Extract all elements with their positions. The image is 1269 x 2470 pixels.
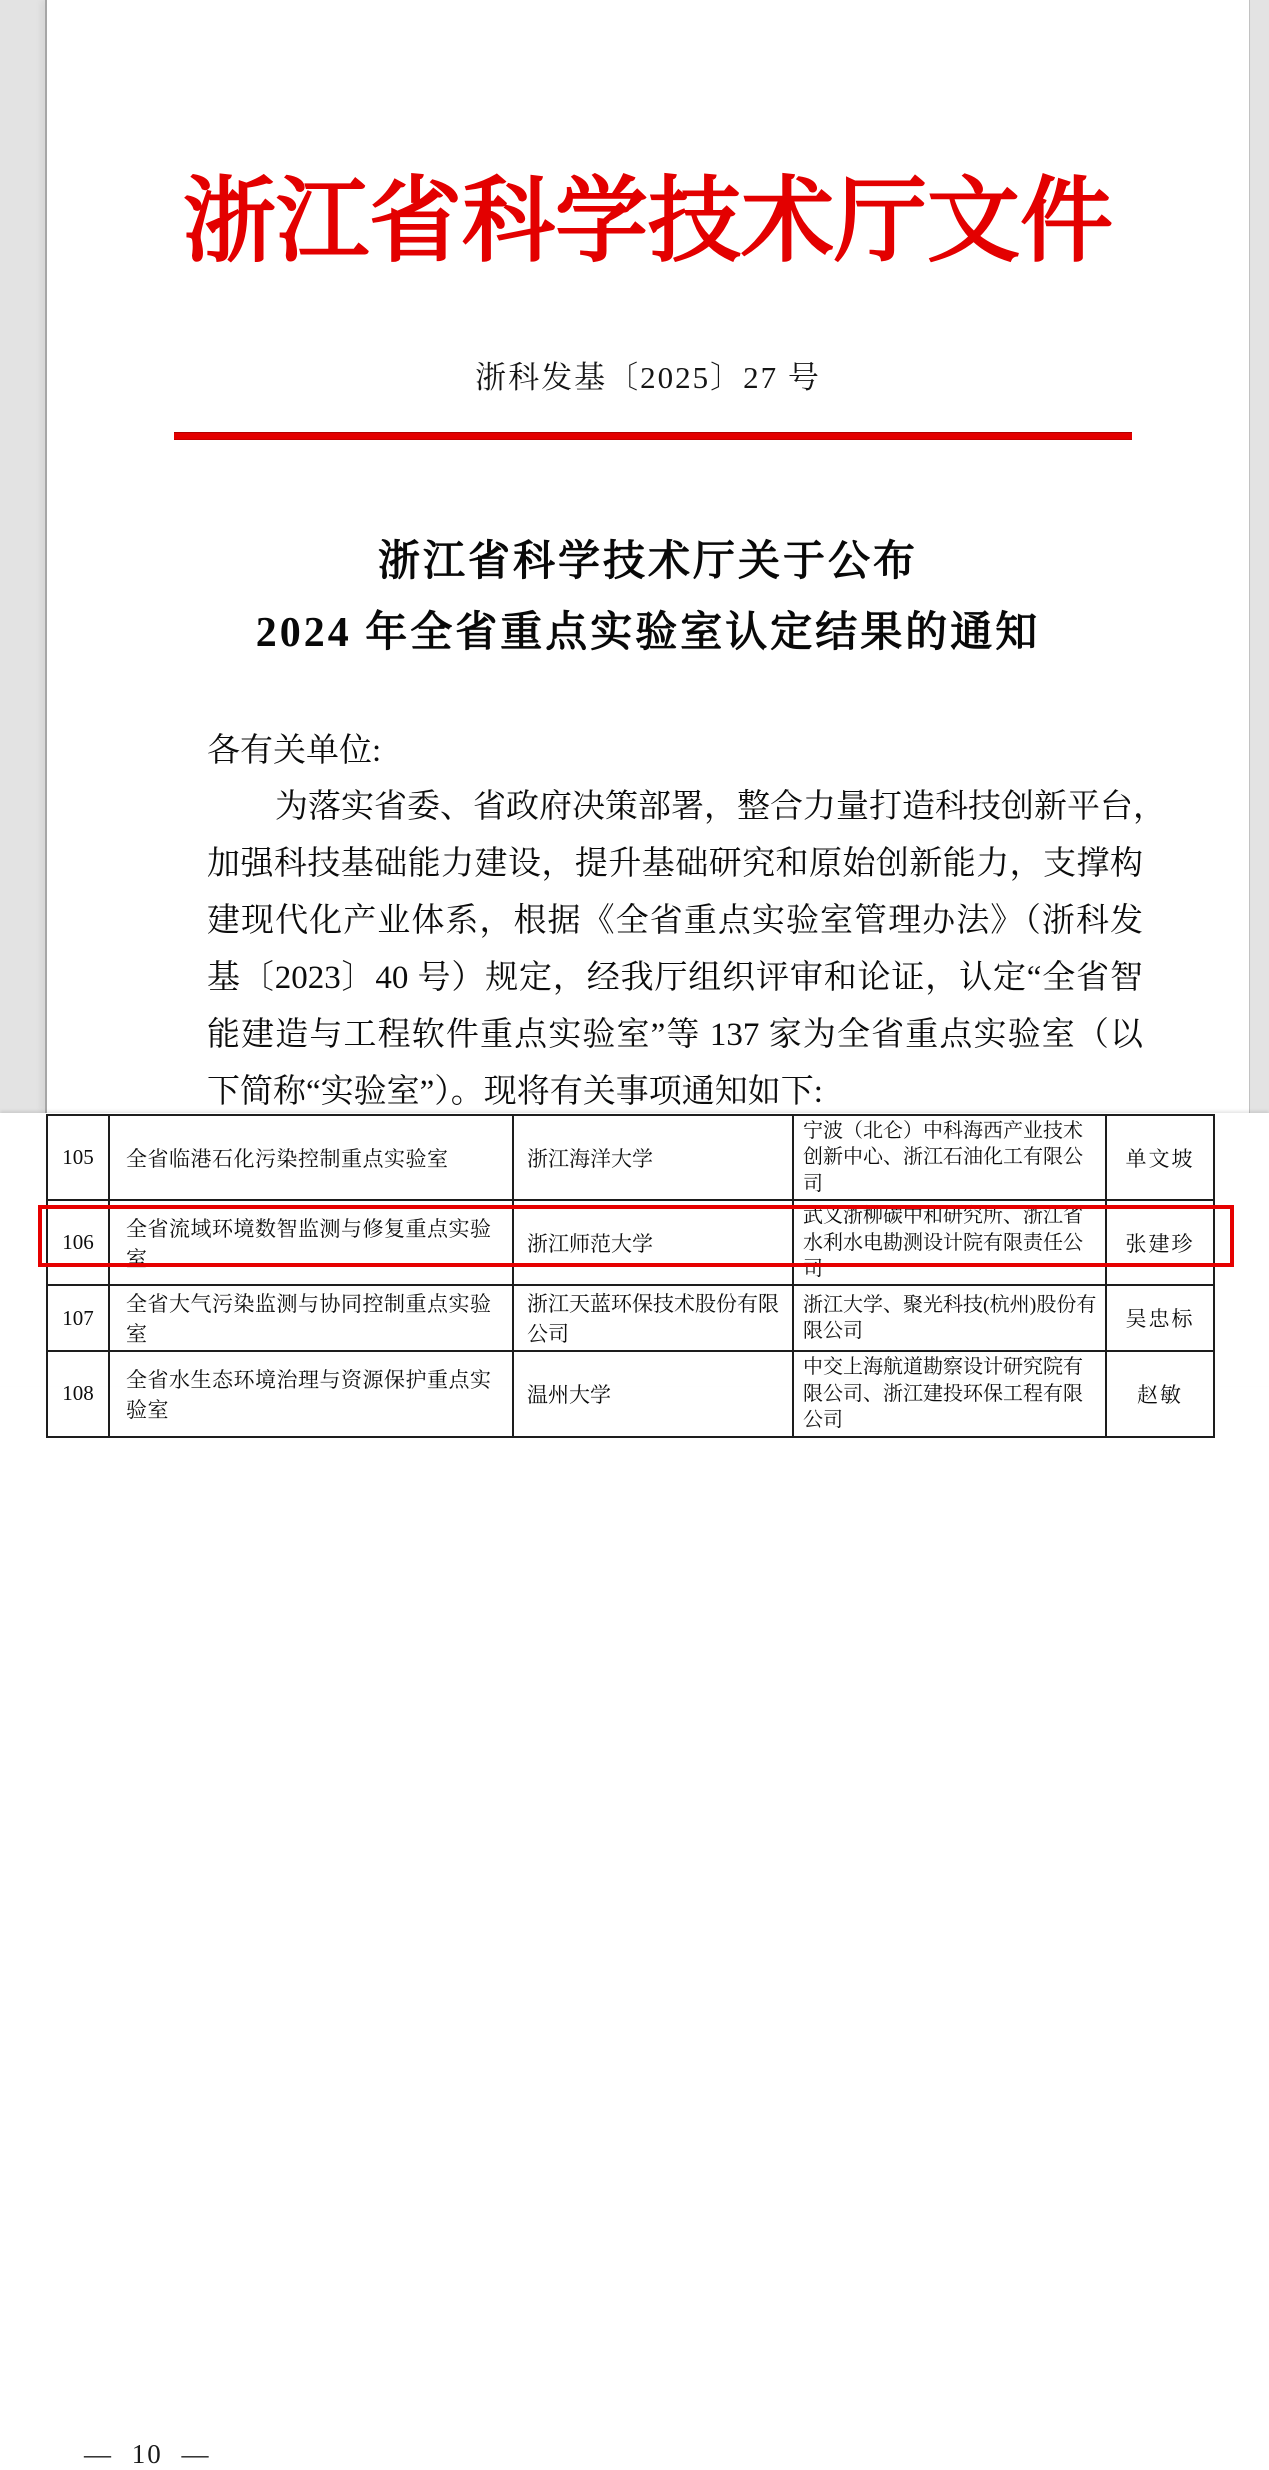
table-row bbox=[47, 1351, 1214, 1436]
institution-cell: 浙江天蓝环保技术股份有限公司 bbox=[513, 1285, 793, 1351]
institution-cell: 浙江海洋大学 bbox=[513, 1115, 793, 1200]
director-cell: 吴忠标 bbox=[1106, 1285, 1214, 1351]
lab-name-cell: 全省大气污染监测与协同控制重点实验室 bbox=[109, 1285, 513, 1351]
director-cell: 张建珍 bbox=[1106, 1200, 1214, 1285]
partners-cell: 中交上海航道勘察设计研究院有限公司、浙江建投环保工程有限公司 bbox=[793, 1351, 1106, 1436]
table-row bbox=[47, 1200, 1214, 1285]
partners-cell: 武义浙柳碳中和研究所、浙江省水利水电勘测设计院有限责任公司 bbox=[793, 1200, 1106, 1285]
body-line: 基〔2023〕40 号）规定，经我厅组织评审和论证，认定“全省智 bbox=[207, 960, 1143, 996]
body-line: 能建造与工程软件重点实验室”等 137 家为全省重点实验室（以 bbox=[207, 1017, 1143, 1053]
row-number-cell: 107 bbox=[47, 1285, 109, 1351]
partners-cell: 浙江大学、聚光科技(杭州)股份有限公司 bbox=[793, 1285, 1106, 1351]
scanned-page-background bbox=[0, 0, 1269, 1113]
partners-cell: 宁波（北仑）中科海西产业技术创新中心、浙江石油化工有限公司 bbox=[793, 1115, 1106, 1200]
row-number-cell: 108 bbox=[47, 1351, 109, 1436]
lab-name-cell: 全省临港石化污染控制重点实验室 bbox=[109, 1115, 513, 1200]
red-divider-line bbox=[174, 432, 1132, 440]
table-row-highlighted bbox=[47, 1285, 1214, 1351]
institution-cell: 浙江师范大学 bbox=[513, 1200, 793, 1285]
lab-name-cell: 全省水生态环境治理与资源保护重点实验室 bbox=[109, 1351, 513, 1436]
key-laboratory-table bbox=[46, 1114, 1215, 1438]
red-letterhead-title: 浙江省科学技术厅文件 bbox=[183, 171, 1113, 274]
director-cell: 单文坡 bbox=[1106, 1115, 1214, 1200]
body-line: 建现代化产业体系，根据《全省重点实验室管理办法》（浙科发 bbox=[207, 903, 1143, 939]
lab-name-cell: 全省流域环境数智监测与修复重点实验室 bbox=[109, 1200, 513, 1285]
body-paragraph bbox=[207, 782, 1166, 1124]
body-line: 加强科技基础能力建设，提升基础研究和原始创新能力，支撑构 bbox=[207, 846, 1143, 882]
document-sheet bbox=[45, 0, 1250, 1113]
row-number-cell: 105 bbox=[47, 1115, 109, 1200]
notice-title-line1: 浙江省科学技术厅关于公布 bbox=[377, 539, 918, 585]
body-line: 下简称“实验室”）。现将有关事项通知如下: bbox=[207, 1074, 823, 1110]
salutation: 各有关单位: bbox=[207, 733, 382, 769]
notice-title-line2: 2024 年全省重点实验室认定结果的通知 bbox=[255, 610, 1041, 656]
body-line: 为落实省委、省政府决策部署，整合力量打造科技创新平台， bbox=[275, 789, 1166, 825]
table-row bbox=[47, 1115, 1214, 1200]
institution-cell: 温州大学 bbox=[513, 1351, 793, 1436]
results-table-section bbox=[0, 1113, 1269, 2469]
document-number: 浙科发基〔2025〕27 号 bbox=[475, 360, 821, 395]
director-cell: 赵敏 bbox=[1106, 1351, 1214, 1436]
row-number-cell: 106 bbox=[47, 1200, 109, 1285]
page-number: — 10 — bbox=[84, 2439, 211, 2469]
